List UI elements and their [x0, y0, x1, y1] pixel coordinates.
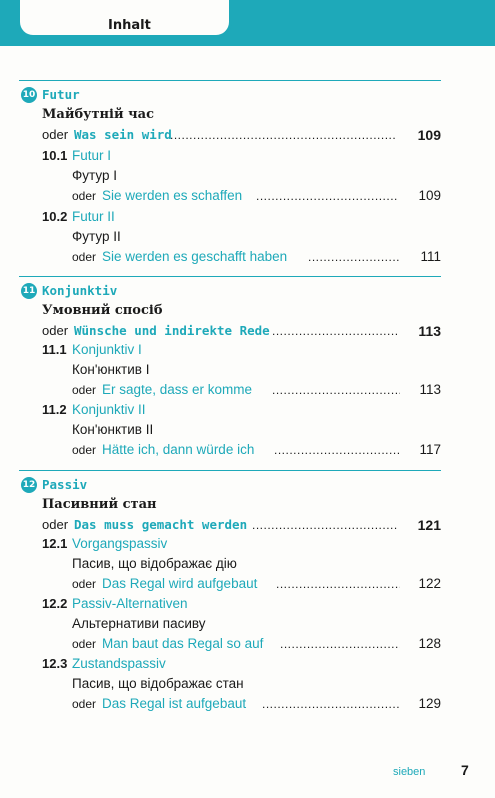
- oder-label: oder: [72, 577, 97, 591]
- section-number: 10.2: [42, 209, 68, 224]
- header-tab: [17, 0, 232, 38]
- dot-leader: [170, 125, 396, 145]
- dot-leader: [256, 186, 398, 206]
- section-number: 11.2: [42, 402, 67, 417]
- section-subtitle[interactable]: Sie werden es geschafft haben: [102, 249, 288, 264]
- section-title[interactable]: Futur II: [72, 209, 115, 224]
- chapter-title[interactable]: Passiv: [42, 477, 88, 492]
- chapter-subtitle[interactable]: Wünsche und indirekte Rede: [74, 323, 270, 338]
- section-subtitle[interactable]: Sie werden es schaffen: [102, 188, 243, 203]
- oder-label: oder: [72, 383, 97, 397]
- chapter-number-badge: 10: [21, 87, 37, 103]
- page-number[interactable]: 129: [418, 696, 441, 711]
- footer-page-word: sieben: [393, 766, 426, 778]
- page-number[interactable]: 111: [420, 249, 441, 264]
- section-title-ukrainian: Пасив, що відображає дію: [72, 556, 237, 571]
- dot-leader: [272, 321, 398, 341]
- section-title[interactable]: Konjunktiv I: [72, 342, 142, 357]
- section-subtitle[interactable]: Er sagte, dass er komme: [102, 382, 253, 397]
- section-subtitle[interactable]: Man baut das Regal so auf: [102, 636, 264, 651]
- section-title-ukrainian: Футур II: [72, 229, 121, 244]
- oder-label: oder: [72, 637, 97, 651]
- page-number[interactable]: 113: [419, 382, 441, 397]
- chapter-title-ukrainian: Умовний спосіб: [42, 303, 163, 318]
- chapter-title-ukrainian: Майбутній час: [42, 107, 154, 122]
- oder-label: oder: [72, 443, 97, 457]
- oder-label: oder: [72, 250, 97, 264]
- oder-label: oder: [72, 697, 97, 711]
- page-number[interactable]: 128: [418, 636, 441, 651]
- section-title-ukrainian: Футур I: [72, 168, 117, 183]
- header-bar: [0, 0, 495, 46]
- page-number[interactable]: 109: [417, 127, 441, 143]
- chapter-divider: [19, 470, 441, 471]
- chapter-title[interactable]: Konjunktiv: [42, 283, 118, 298]
- section-number: 12.1: [42, 536, 68, 551]
- section-subtitle[interactable]: Das Regal ist aufgebaut: [102, 696, 247, 711]
- dot-leader: [276, 574, 400, 594]
- oder-label: oder: [42, 323, 69, 338]
- page-number[interactable]: 113: [418, 323, 441, 339]
- section-number: 12.2: [42, 596, 68, 611]
- section-title-ukrainian: Пасив, що відображає стан: [72, 676, 244, 691]
- section-number: 11.1: [42, 342, 67, 357]
- page-number[interactable]: 122: [418, 576, 441, 591]
- oder-label: oder: [42, 517, 69, 532]
- section-title-ukrainian: Кон'юнктив I: [72, 362, 150, 377]
- dot-leader: [252, 515, 398, 535]
- chapter-divider: [19, 80, 441, 81]
- section-subtitle[interactable]: Hätte ich, dann würde ich: [102, 442, 255, 457]
- section-title[interactable]: Futur I: [72, 148, 112, 163]
- dot-leader: [280, 634, 400, 654]
- section-title[interactable]: Vorgangspassiv: [72, 536, 168, 551]
- oder-label: oder: [72, 189, 97, 203]
- dot-leader: [274, 440, 400, 460]
- page-number[interactable]: 109: [418, 188, 441, 203]
- page-number[interactable]: 121: [417, 517, 441, 533]
- section-title[interactable]: Passiv-Alternativen: [72, 596, 188, 611]
- section-title[interactable]: Zustandspassiv: [72, 656, 166, 671]
- section-number: 12.3: [42, 656, 68, 671]
- section-title[interactable]: Konjunktiv II: [72, 402, 146, 417]
- section-title-ukrainian: Альтернативи пасиву: [72, 616, 206, 631]
- section-number: 10.1: [42, 148, 68, 163]
- chapter-number-badge: 12: [21, 477, 37, 493]
- section-subtitle[interactable]: Das Regal wird aufgebaut: [102, 576, 258, 591]
- chapter-divider: [19, 276, 441, 277]
- chapter-subtitle[interactable]: Das muss gemacht werden: [74, 517, 248, 532]
- section-title-ukrainian: Кон'юнктив II: [72, 422, 154, 437]
- chapter-subtitle[interactable]: Was sein wird: [74, 127, 172, 142]
- dot-leader: [262, 694, 400, 714]
- chapter-title[interactable]: Futur: [42, 87, 80, 102]
- chapter-title-ukrainian: Пасивний стан: [42, 497, 157, 512]
- dot-leader: [308, 247, 400, 267]
- dot-leader: [272, 380, 400, 400]
- page-title: Inhalt: [108, 18, 151, 33]
- page-number[interactable]: 117: [419, 442, 441, 457]
- footer-page-number: 7: [461, 762, 469, 778]
- oder-label: oder: [42, 127, 69, 142]
- chapter-number-badge: 11: [21, 283, 37, 299]
